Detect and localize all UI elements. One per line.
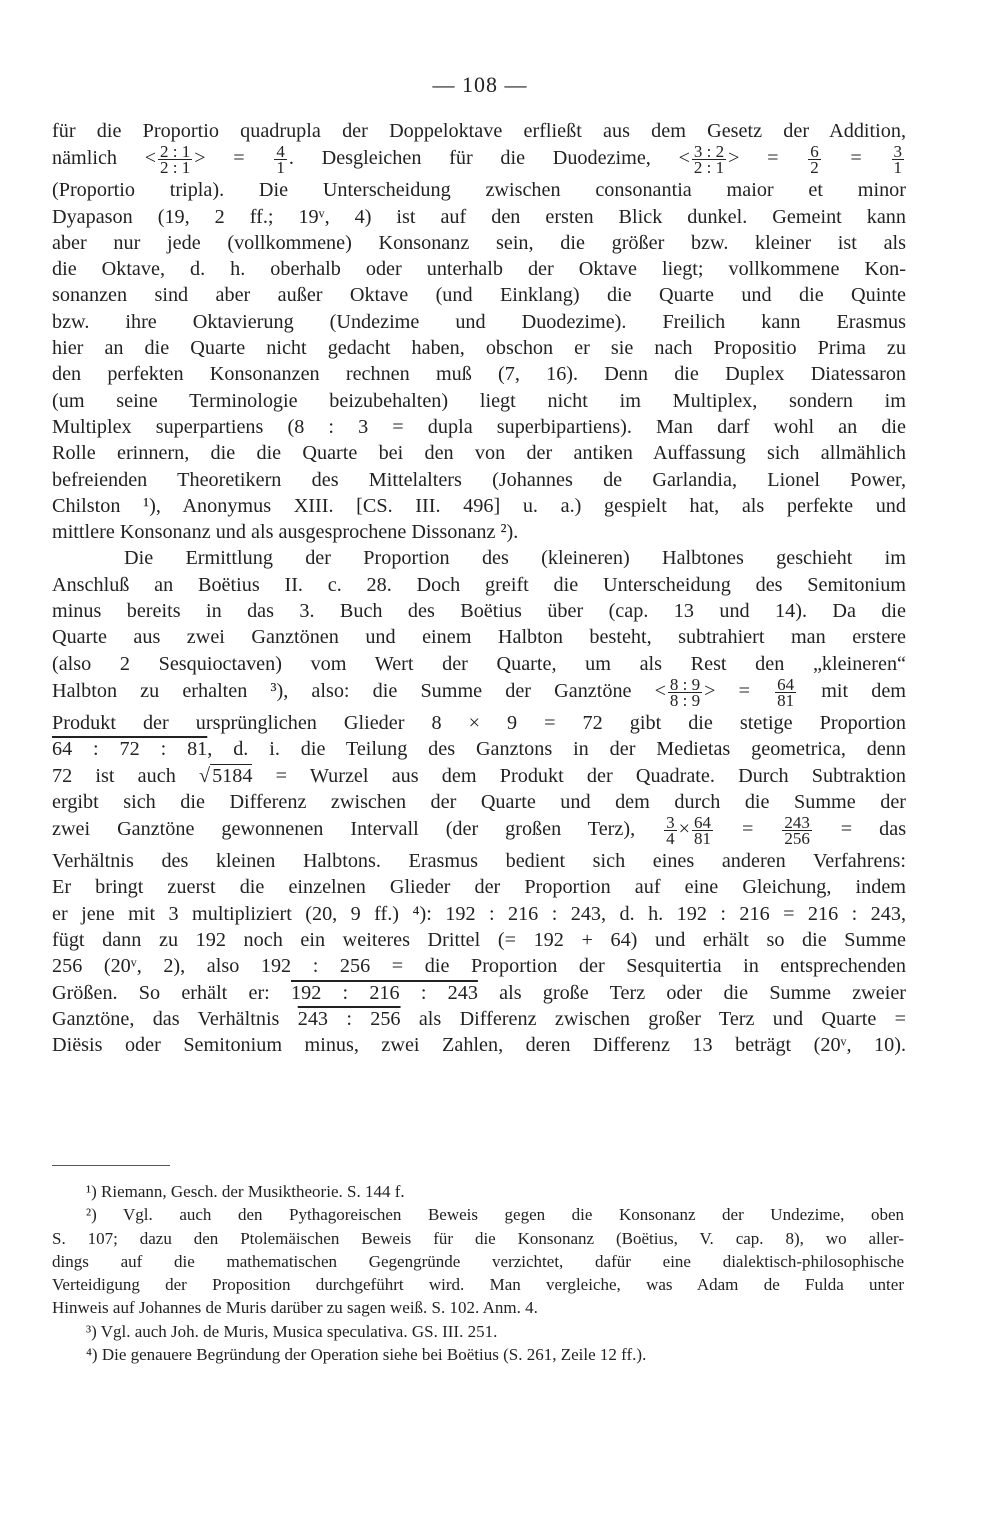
text-line: Quarte aus zwei Ganztönen und einem Halbton besteht, subtrahiert man erstere bbox=[52, 626, 906, 649]
text-line: Anschluß an Boëtius II. c. 28. Doch greift die Unterscheidung des Semitonium bbox=[52, 573, 906, 596]
text-line: 72 ist auch √5184 = Wurzel aus dem Produkt der Quadrate. Durch Subtraktion bbox=[52, 764, 906, 787]
text-line: Ganztöne, das Verhältnis 243 : 256 als Differenz zwischen großer Terz und Quarte = bbox=[52, 1007, 907, 1030]
text-line: Multiplex superpartiens (8 : 3 = dupla superbipartiens). Man darf wohl an die bbox=[52, 415, 906, 438]
footnote-line: dings auf die mathematischen Gegengründe verzichtet, dafür eine dialektisch-philosophische bbox=[52, 1251, 904, 1271]
text-line: Größen. So erhält er: 192 : 216 : 243 als große Terz oder die Summe zweier bbox=[52, 981, 907, 1004]
text-line: Die Ermittlung der Proportion des (kleineren) Halbtones geschieht im bbox=[124, 547, 906, 570]
footnote: ³) Vgl. auch Joh. de Muris, Musica speculativa. GS. III. 251. bbox=[86, 1321, 498, 1341]
text-line: sonanzen sind aber außer Oktave (und Einklang) die Quarte und die Quinte bbox=[52, 284, 906, 307]
footnote-line: Verteidigung der Proposition durchgeführt wird. Man vergleiche, was Adam de Fulda unter bbox=[52, 1275, 904, 1295]
text-line: fügt dann zu 192 noch ein weiteres Drittel (= 192 + 64) und erhält so die Summe bbox=[52, 929, 906, 952]
text-line: Verhältnis des kleinen Halbtons. Erasmus bedient sich eines anderen Verfahrens: bbox=[52, 850, 906, 873]
text-line: Er bringt zuerst die einzelnen Glieder der Proportion auf eine Gleichung, indem bbox=[52, 876, 906, 899]
text-line: hier an die Quarte nicht gedacht haben, obschon er sie nach Propositio Prima zu bbox=[52, 337, 906, 360]
fraction: $\frac{2 : 1}{2 : 1}$ bbox=[160, 142, 191, 178]
text-line: die Oktave, d. h. oberhalb oder unterhalb der Oktave liegt; vollkommene Kon- bbox=[52, 258, 906, 281]
text-line: Produkt der ursprünglichen Glieder 8 × 9 = 72 gibt die stetige Proportion bbox=[52, 711, 906, 734]
text-line: befreienden Theoretikern des Mittelalters (Johannes de Garlandia, Lionel Power, bbox=[52, 468, 906, 491]
fraction-line: Halbton zu erhalten ³), also: die Summe der Ganztöne < $\frac{8 : 9}{8 : 9}$ > = $\frac{64}{81}$ mit dem bbox=[52, 674, 907, 710]
text-line: 256 (20ᵛ, 2), also 192 : 256 = die Proportion der Sesquitertia in entsprechenden bbox=[52, 955, 906, 978]
fraction: $\frac{6}{2}$ bbox=[810, 142, 819, 178]
footnote-line: S. 107; dazu den Ptolemäischen Beweis für die Konsonanz (Boëtius, V. cap. 8), wo aller- bbox=[52, 1228, 904, 1248]
fraction-line: zwei Ganztöne gewonnenen Intervall (der großen Terz), $\frac{3}{4}$ × $\frac{64}{81}$ = $\frac{243}{256}$ = das bbox=[52, 813, 907, 849]
fraction-line: nämlich < $\frac{2 : 1}{2 : 1}$ > = $\frac{4}{1}$ . Desgleichen für die Duodezime, < $\frac{3 : 2}{2 : 1}$ > = $\frac{6}{2}$ = $\frac{3}{1}$ bbox=[52, 142, 903, 178]
fraction: $\frac{3}{1}$ bbox=[893, 142, 903, 178]
footnote: ¹) Riemann, Gesch. der Musiktheorie. S. 144 f. bbox=[86, 1182, 405, 1201]
fraction: $\frac{3}{4}$ bbox=[666, 813, 675, 849]
text-line: (also 2 Sesquioctaven) vom Wert der Quarte, um als Rest den „kleineren“ bbox=[52, 652, 906, 675]
footnote-line: Hinweis auf Johannes de Muris darüber zu sagen weiß. S. 102. Anm. 4. bbox=[52, 1298, 538, 1318]
footnote-separator bbox=[52, 1165, 170, 1166]
footnotes bbox=[52, 1180, 904, 1366]
main-text bbox=[52, 118, 906, 1059]
footnote: ⁴) Die genauere Begründung der Operation siehe bei Boëtius (S. 261, Zeile 12 ff.). bbox=[86, 1345, 647, 1365]
footnote: ²) Vgl. auch den Pythagoreischen Beweis gegen die Konsonanz der Undezime, oben bbox=[86, 1205, 904, 1225]
text-line: (um seine Terminologie beizubehalten) liegt nicht im Multiplex, sondern im bbox=[52, 389, 906, 412]
text-line: Chilston ¹), Anonymus XIII. [CS. III. 496] u. a.) gespielt hat, als perfekte und bbox=[52, 494, 906, 517]
text-line: den perfekten Konsonanzen rechnen muß (7, 16). Denn die Duplex Diatessaron bbox=[52, 363, 906, 386]
fraction: $\frac{64}{81}$ bbox=[777, 674, 795, 710]
fraction: $\frac{4}{1}$ bbox=[276, 142, 285, 178]
text-line: für die Proportio quadrupla der Doppeloktave erfließt aus dem Gesetz der Addition, bbox=[52, 120, 906, 142]
fraction: $\frac{64}{81}$ bbox=[694, 813, 711, 849]
text-line: mittlere Konsonanz und als ausgesprochene Dissonanz ²). bbox=[52, 521, 519, 544]
page-number: — 108 — bbox=[432, 72, 528, 97]
text-line: Diësis oder Semitonium minus, zwei Zahlen, deren Differenz 13 beträgt (20ᵛ, 10). bbox=[52, 1034, 906, 1057]
text-line: Rolle erinnern, die die Quarte bei den von der antiken Auffassung sich allmählich bbox=[52, 442, 906, 465]
text-line: (Proportio tripla). Die Unterscheidung zwischen consonantia maior et minor bbox=[52, 179, 906, 202]
text-line: ergibt sich die Differenz zwischen der Quarte und dem durch die Summe der bbox=[52, 790, 906, 813]
text-line: minus bereits in das 3. Buch des Boëtius über (cap. 13 und 14). Da die bbox=[52, 600, 906, 623]
text-line: er jene mit 3 multipliziert (20, 9 ff.) ⁴): 192 : 216 : 243, d. h. 192 : 216 = 216 : 243, bbox=[52, 902, 906, 925]
fraction: $\frac{8 : 9}{8 : 9}$ bbox=[669, 674, 701, 710]
fraction: $\frac{3 : 2}{2 : 1}$ bbox=[693, 142, 725, 178]
text-line: bzw. ihre Oktavierung (Undezime und Duodezime). Freilich kann Erasmus bbox=[52, 310, 906, 333]
text-line: Dyapason (19, 2 ff.; 19ᵛ, 4) ist auf den ersten Blick dunkel. Gemeint kann bbox=[52, 205, 906, 228]
text-line: 64 : 72 : 81, d. i. die Teilung des Ganztons in der Medietas geometrica, denn bbox=[52, 738, 906, 761]
text-line: aber nur jede (vollkommene) Konsonanz sein, die größer bzw. kleiner ist als bbox=[52, 231, 906, 254]
fraction: $\frac{243}{256}$ bbox=[784, 813, 810, 849]
